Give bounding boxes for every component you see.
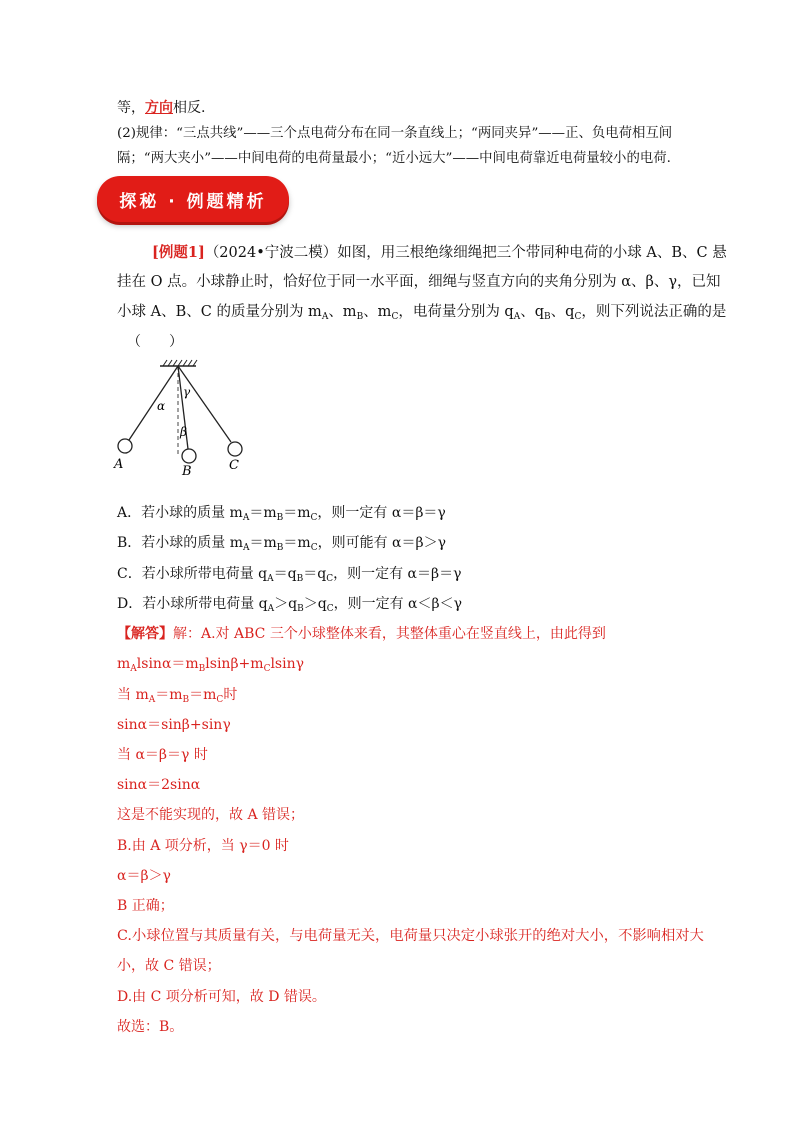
option-b-eq1: ＝m (249, 535, 277, 551)
sub-c: C (310, 543, 318, 553)
option-d-eq1: ＞q (274, 596, 298, 612)
option-b-pre: B．若小球的质量 m (117, 535, 244, 551)
intro-emphasis: 方向 (145, 100, 173, 116)
option-c-pre: C．若小球所带电荷量 q (117, 566, 268, 582)
answer-text-1: 解：A.对 ABC 三个小球整体来看，其整体重心在竖直线上，由此得到 (173, 626, 606, 642)
sub-b: B (276, 543, 284, 553)
example-line-3 (117, 300, 726, 322)
example-tag: [例题1] (152, 244, 205, 261)
sub-a: A (267, 604, 275, 614)
answer-line-11: C.小球位置与其质量有关，与电荷量无关，电荷量只决定小球张开的绝对大小，不影响相对大 (117, 928, 704, 944)
label-gamma: γ (183, 385, 191, 399)
answer-line-3 (117, 684, 237, 705)
pendulum-figure (105, 358, 265, 480)
banner-label: 探秘 · 例题精析 (119, 191, 267, 212)
option-d-eq2: ＞q (303, 596, 327, 612)
answer-line-5: 当 α＝β＝γ 时 (117, 747, 208, 763)
sub-a: A (513, 312, 521, 322)
answer-line-6: sinα＝2sinα (117, 777, 201, 793)
option-b-eq2: ＝m (283, 535, 311, 551)
answer-3c: ＝m (189, 687, 217, 703)
sub-c: C (326, 574, 334, 584)
answer-line-12: 小，故 C 错误； (117, 958, 221, 974)
example-line-2: 挂在 O 点。小球静止时，恰好位于同一水平面，细绳与竖直方向的夹角分别为 α、β、γ，已知 (117, 274, 721, 290)
option-d-pre: D．若小球所带电荷量 q (117, 596, 268, 612)
intro-line-2: (2)规律：“三点共线”——三个点电荷分布在同一条直线上；“两同夹异”——正、负电荷相互间 (117, 126, 673, 141)
option-d-post: ，则一定有 α＜β＜γ (333, 596, 462, 612)
example-text-3g: ，则下列说法正确的是 (581, 304, 727, 320)
ceiling-hatch (163, 360, 197, 366)
answer-line-4: sinα＝sinβ+sinγ (117, 717, 231, 733)
answer-line-9: α＝β＞γ (117, 868, 171, 884)
intro-line-3: 隔；“两大夹小”——中间电荷的电荷量最小；“近小远大”——中间电荷靠近电荷量较小的电荷. (117, 151, 671, 166)
answer-line-1 (117, 623, 606, 643)
option-c-post: ，则一定有 α＝β＝γ (333, 566, 462, 582)
example-text-3d: ，电荷量分别为 q (398, 304, 514, 320)
option-a-eq2: ＝m (283, 505, 311, 521)
intro-prefix: 等， (117, 100, 145, 116)
answer-2d: lsinγ (270, 656, 304, 672)
ball-c (228, 442, 242, 456)
sub-a: A (243, 543, 250, 553)
example-text-1: （2024•宁波二模）如图，用三根绝缘细绳把三个带同种电荷的小球 A、B、C 悬 (204, 245, 727, 261)
label-b: B (182, 464, 192, 479)
sub-c: C (326, 604, 334, 614)
answer-3b: ＝m (155, 687, 183, 703)
label-c: C (229, 458, 239, 473)
sub-c: C (574, 312, 582, 322)
option-c-eq1: ＝q (273, 566, 297, 582)
intro-suffix: 相反. (173, 100, 206, 116)
intro-line-1 (117, 97, 205, 117)
option-a-pre: A．若小球的质量 m (117, 505, 243, 521)
ball-b (182, 449, 196, 463)
sub-b: B (198, 664, 206, 674)
sub-c: C (263, 664, 271, 674)
sub-a: A (267, 574, 274, 584)
sub-a: A (321, 312, 329, 322)
answer-2c: lsinβ+m (205, 656, 264, 672)
answer-line-13: D.由 C 项分析可知，故 D 错误。 (117, 989, 326, 1005)
section-banner (97, 176, 289, 222)
option-a-eq1: ＝m (249, 505, 277, 521)
sub-c: C (310, 513, 318, 523)
option-b-post: ，则可能有 α＝β＞γ (317, 535, 446, 551)
label-beta: β (180, 425, 187, 439)
answer-2b: lsinα＝m (136, 656, 199, 672)
sub-c: C (216, 695, 224, 705)
sub-b: B (544, 312, 551, 322)
answer-tag: 【解答】 (117, 626, 173, 642)
sub-a: A (242, 513, 250, 523)
sub-a: A (130, 664, 137, 674)
option-c (117, 563, 461, 584)
answer-line-7: 这是不能实现的，故 A 错误； (117, 807, 305, 823)
option-d (117, 593, 462, 614)
answer-2a: m (117, 656, 131, 672)
example-line-4: （ ） (127, 334, 183, 350)
option-b (117, 532, 446, 553)
sub-b: B (297, 604, 304, 614)
option-a (117, 502, 446, 523)
example-text-3a: 小球 A、B、C 的质量分别为 m (117, 304, 322, 320)
sub-b: B (182, 695, 190, 705)
answer-line-8: B.由 A 项分析，当 γ＝0 时 (117, 838, 289, 854)
sub-a: A (148, 695, 156, 705)
label-alpha: α (157, 399, 166, 413)
option-a-post: ，则一定有 α＝β＝γ (317, 505, 446, 521)
example-line-1 (152, 241, 727, 262)
sub-b: B (296, 574, 304, 584)
example-text-3b: 、m (328, 304, 357, 320)
answer-line-14: 故选：B。 (117, 1019, 184, 1035)
answer-line-10: B 正确； (117, 898, 174, 914)
answer-3a: 当 m (117, 687, 149, 703)
answer-line-2 (117, 653, 304, 674)
sub-b: B (276, 513, 284, 523)
example-text-3c: 、m (363, 304, 392, 320)
example-text-3e: 、q (520, 304, 545, 320)
ball-a (118, 439, 132, 453)
example-text-3f: 、q (550, 304, 575, 320)
option-c-eq2: ＝q (303, 566, 327, 582)
answer-3d: 时 (223, 687, 238, 703)
string-a (129, 366, 178, 440)
sub-c: C (391, 312, 399, 322)
sub-b: B (356, 312, 364, 322)
label-a: A (114, 457, 124, 472)
